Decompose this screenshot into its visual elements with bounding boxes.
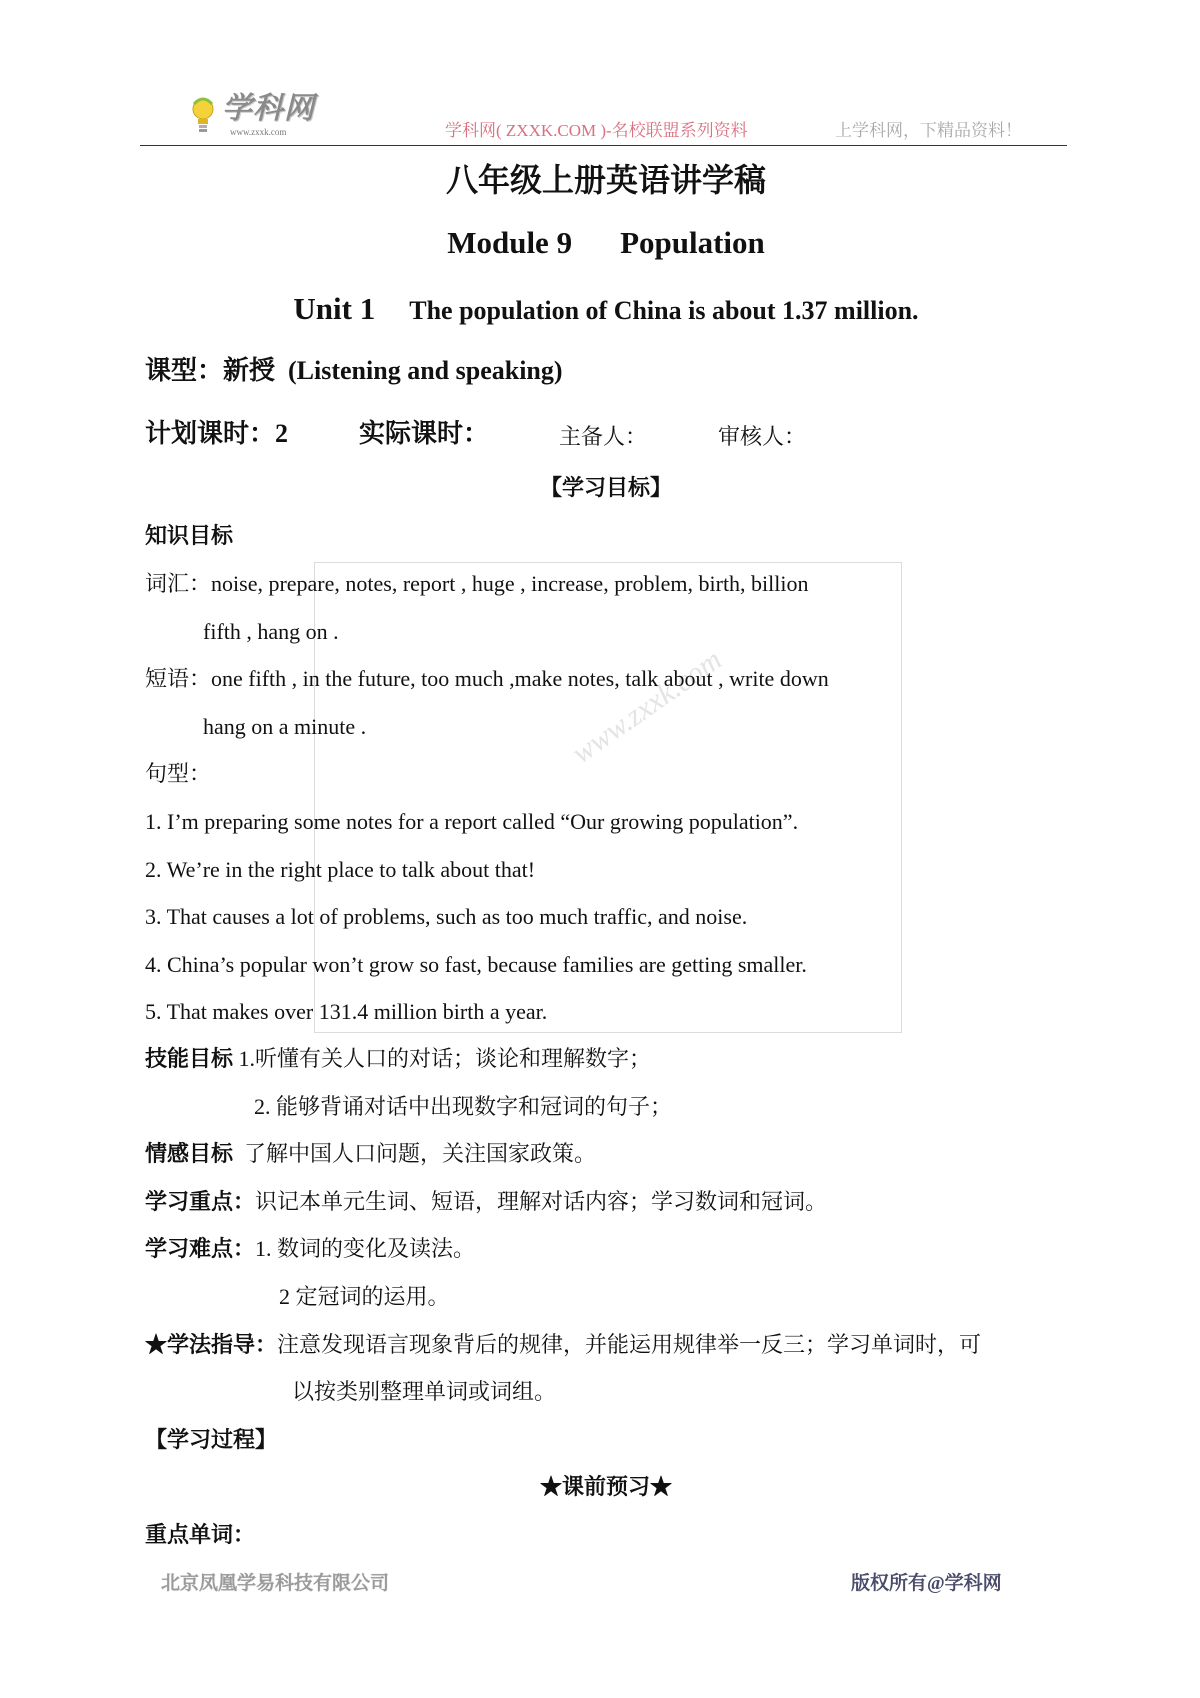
difficulties-line-1: [145, 1234, 475, 1264]
lesson-type-label: 课型：新授: [145, 356, 276, 385]
phrases-label: 短语：: [145, 666, 212, 691]
vocab-line-1: [145, 569, 809, 599]
method-heading: ★学法指导：: [145, 1332, 278, 1357]
sentence-item: 5. That makes over 131.4 million birth a year.: [145, 999, 548, 1024]
reviewer: 审核人：: [718, 424, 807, 449]
vocab-words: noise, prepare, notes, report , huge , increase, problem, birth, billion: [211, 571, 809, 596]
emotion-heading: 情感目标: [145, 1141, 234, 1166]
header-center-text: 学科网( ZXXK.COM )-名校联盟系列资料: [445, 121, 748, 140]
page-title: 八年级上册英语讲学稿: [445, 162, 766, 198]
emotion-line: [145, 1139, 596, 1169]
emotion-text: 了解中国人口问题，关注国家政策。: [244, 1141, 597, 1166]
logo-url: www.zxxk.com: [230, 127, 287, 137]
method-text-1: 注意发现语言现象背后的规律，并能运用规律举一反三；学习单词时，可: [277, 1332, 982, 1357]
phrases-line-1: [145, 664, 829, 694]
header-right-text: 上学科网，下精品资料！: [835, 121, 1022, 140]
skills-item-2: 2. 能够背诵对话中出现数字和冠词的句子；: [254, 1094, 673, 1119]
footer-copyright: 版权所有@学科网: [851, 1573, 1002, 1594]
phrases-line-2: hang on a minute .: [203, 714, 367, 739]
watermark-text: www.zxxk.com: [566, 643, 728, 771]
method-line-1: [145, 1330, 981, 1360]
header-rule: [140, 145, 1067, 146]
difficulties-item-1: 1. 数词的变化及读法。: [255, 1236, 476, 1261]
module-label: Module 9: [447, 225, 573, 260]
vocab-label: 词汇：: [145, 571, 212, 596]
sentence-item: 4. China’s popular won’t grow so fast, because families are getting smaller.: [145, 952, 807, 977]
skills-line-1: [145, 1044, 651, 1074]
footer-company: 北京凤凰学易科技有限公司: [161, 1573, 390, 1594]
module-heading: [145, 223, 1067, 263]
lesson-type-value: (Listening and speaking): [288, 356, 563, 385]
vocab-line-2: fifth , hang on .: [203, 619, 339, 644]
key-points-line: [145, 1187, 827, 1217]
skills-heading: 技能目标: [145, 1046, 234, 1071]
key-words-heading: 重点单词：: [145, 1522, 256, 1547]
method-text-2: 以按类别整理单词或词组。: [292, 1379, 557, 1404]
objectives-heading: 【学习目标】: [539, 475, 672, 500]
preview-heading: ★课前预习★: [539, 1474, 672, 1499]
process-heading: 【学习过程】: [145, 1427, 278, 1452]
actual-hours: 实际课时：: [359, 419, 490, 448]
knowledge-heading: 知识目标: [145, 523, 234, 548]
module-topic: Population: [620, 225, 765, 260]
lesson-type: [145, 353, 563, 389]
sentence-item: 3. That causes a lot of problems, such as too much traffic, and noise.: [145, 904, 748, 929]
unit-title: The population of China is about 1.37 million.: [409, 296, 919, 325]
difficulties-item-2: 2 定冠词的运用。: [279, 1284, 450, 1309]
key-points-text: 识记本单元生词、短语，理解对话内容；学习数词和冠词。: [255, 1189, 828, 1214]
sentence-item: 2. We’re in the right place to talk about that!: [145, 857, 536, 882]
skills-item-1: 1.听懂有关人口的对话；谈论和理解数字；: [238, 1046, 652, 1071]
sentences-label: 句型：: [145, 761, 212, 786]
planned-hours: 计划课时：2: [145, 419, 289, 448]
difficulties-heading: 学习难点：: [145, 1236, 256, 1261]
unit-heading: [145, 289, 1067, 331]
sentence-item: 1. I’m preparing some notes for a report called “Our growing population”.: [145, 809, 799, 834]
unit-label: Unit 1: [293, 291, 376, 326]
phrases-list: one fifth , in the future, too much ,make notes, talk about , write down: [211, 666, 829, 691]
preparer: 主备人：: [559, 424, 648, 449]
key-points-heading: 学习重点：: [145, 1189, 256, 1214]
lightbulb-icon: [190, 96, 216, 136]
logo-text: 学科网: [222, 92, 315, 125]
